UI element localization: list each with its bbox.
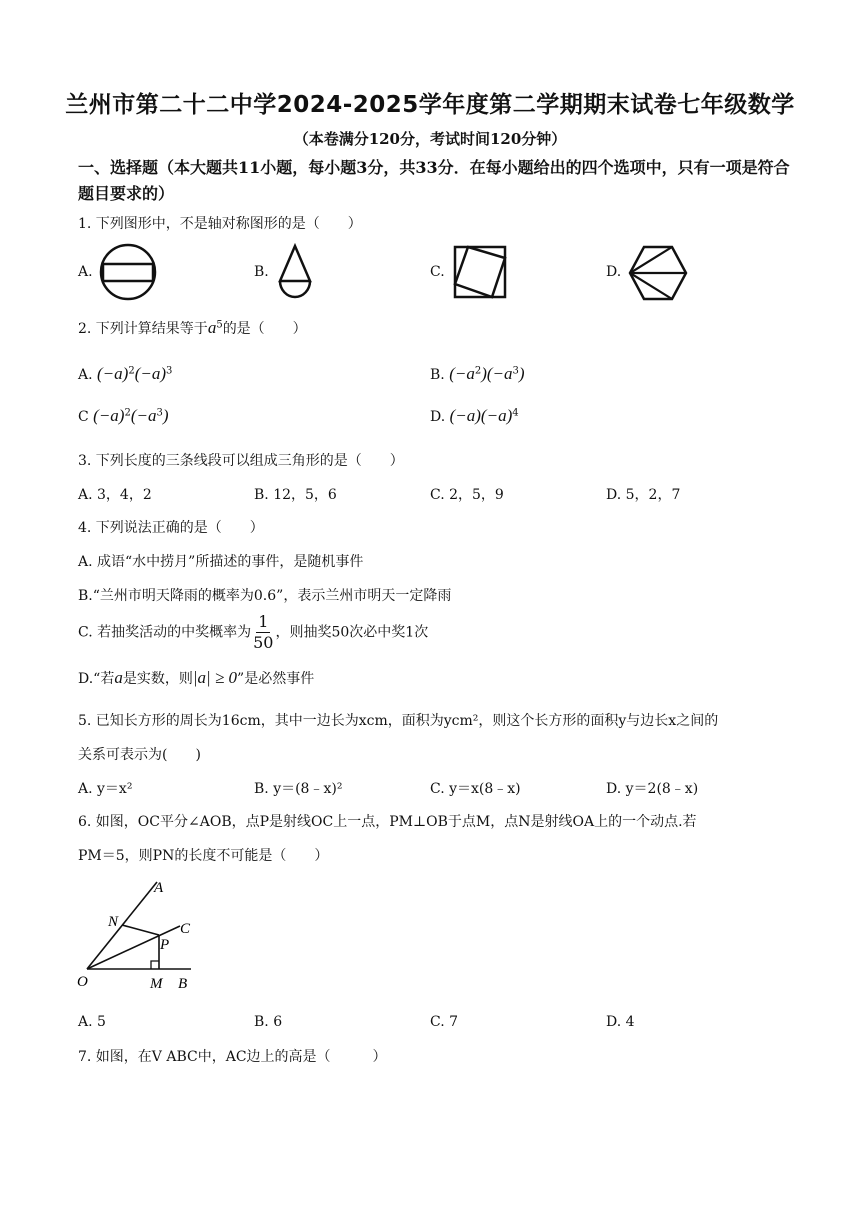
q4-option-d-expr: |a| ≥ 0 bbox=[192, 668, 238, 687]
q2-option-d-label: D. bbox=[430, 409, 446, 425]
q4-option-c-post: ，则抽奖50次必中奖1次 bbox=[275, 624, 429, 641]
q5-option-c: C. y＝x(8﹣x) bbox=[430, 781, 521, 797]
q4-option-d-var: a bbox=[114, 668, 123, 687]
q3-option-a: A. 3，4，2 bbox=[78, 487, 152, 503]
q2-option-a-exp2: 3 bbox=[165, 365, 173, 377]
q6-option-a: A. 5 bbox=[78, 1014, 106, 1030]
q4-option-b: B.“兰州市明天降雨的概率为0.6”，表示兰州市明天一定降雨 bbox=[78, 588, 452, 604]
q6-label-c: C bbox=[180, 921, 191, 937]
q2-option-d bbox=[430, 406, 519, 426]
question-2-stem bbox=[78, 318, 307, 338]
q2-option-d-exp: 4 bbox=[512, 407, 519, 419]
question-3-stem: 3. 下列长度的三条线段可以组成三角形的是（ ） bbox=[78, 453, 404, 469]
question-4-stem: 4. 下列说法正确的是（ ） bbox=[78, 520, 264, 536]
q1-figure-a-circle bbox=[96, 243, 160, 301]
q6-label-p: P bbox=[160, 937, 170, 953]
page-subtitle: （本卷满分120分，考试时间120分钟） bbox=[293, 130, 567, 148]
q4-option-c bbox=[78, 612, 428, 653]
question-6-line1: 6. 如图，OC平分∠AOB，点P是射线OC上一点，PM⊥OB于点M，点N是射线OA上的一个动点.若 bbox=[78, 814, 697, 830]
q2-stem-pre: 2. 下列计算结果等于 bbox=[78, 321, 208, 337]
q6-label-n: N bbox=[108, 914, 119, 930]
question-1-stem: 1. 下列图形中，不是轴对称图形的是（ ） bbox=[78, 216, 362, 232]
q6-option-c: C. 7 bbox=[430, 1014, 459, 1030]
page-title: 兰州市第二十二中学2024-2025学年度第二学期期末试卷七年级数学 bbox=[65, 92, 795, 118]
q2-option-b-label: B. bbox=[430, 367, 445, 383]
q5-option-b: B. y＝(8﹣x)² bbox=[254, 781, 343, 797]
q2-option-d-base: (−a)(−a) bbox=[449, 406, 513, 425]
q6-label-m: M bbox=[150, 976, 163, 992]
question-5-line1: 5. 已知长方形的周长为16cm，其中一边长为xcm，面积为ycm²，则这个长方形的面积y与边长x之间的 bbox=[78, 713, 719, 729]
q2-option-b-exp2: 3 bbox=[512, 365, 519, 377]
q2-option-c-exp1: 2 bbox=[124, 407, 131, 419]
q2-option-a-exp1: 2 bbox=[128, 365, 135, 377]
q4-option-d-mid: 是实数，则 bbox=[122, 671, 193, 687]
q1-option-b-label: B. bbox=[254, 264, 269, 280]
q2-option-b-tail: ) bbox=[518, 364, 525, 383]
q2-option-c-base1: (−a) bbox=[93, 406, 125, 425]
q2-option-c-exp2: 3 bbox=[156, 407, 163, 419]
q4-fraction bbox=[253, 612, 273, 653]
q6-label-b: B bbox=[178, 976, 188, 992]
q6-label-o: O bbox=[77, 974, 88, 990]
section-heading: 一、选择题（本大题共11小题，每小题3分，共33分．在每小题给出的四个选项中，只有一项是符合题目要求的） bbox=[78, 158, 790, 203]
question-5-line2: 关系可表示为( ) bbox=[78, 747, 201, 763]
q3-option-b: B. 12，5，6 bbox=[254, 487, 337, 503]
q2-option-c-base2: (−a bbox=[130, 406, 157, 425]
q2-option-b bbox=[430, 364, 525, 384]
q2-option-c-tail: ) bbox=[162, 406, 169, 425]
q2-stem-var: a bbox=[207, 318, 217, 337]
question-7-stem: 7. 如图，在V ABC中，AC边上的高是（ ） bbox=[78, 1049, 387, 1065]
q1-option-a-label: A. bbox=[78, 264, 93, 280]
q2-option-a-base2: (−a) bbox=[134, 364, 166, 383]
q2-option-a-label: A. bbox=[78, 367, 93, 383]
q4-fraction-denominator: 50 bbox=[253, 633, 274, 652]
q2-option-c-label: C bbox=[78, 409, 89, 425]
q1-figure-d-hexagon bbox=[626, 243, 690, 303]
q4-option-d-post: ”是必然事件 bbox=[237, 671, 315, 687]
q2-option-a-base1: (−a) bbox=[97, 364, 129, 383]
q2-stem-exp: 5 bbox=[216, 319, 223, 331]
q5-option-a: A. y＝x² bbox=[78, 781, 133, 797]
q2-option-b-exp1: 2 bbox=[474, 365, 482, 377]
q1-figure-c-square bbox=[452, 244, 508, 300]
q2-option-a bbox=[78, 364, 172, 384]
q2-stem-post: 的是（ ） bbox=[222, 321, 307, 337]
q1-option-c-label: C. bbox=[430, 264, 445, 280]
q3-option-c: C. 2，5，9 bbox=[430, 487, 504, 503]
q2-option-c bbox=[78, 406, 169, 426]
q4-fraction-numerator: 1 bbox=[258, 612, 269, 631]
q2-option-b-base1: (−a bbox=[449, 364, 475, 383]
q6-option-d: D. 4 bbox=[606, 1014, 635, 1030]
q4-option-d bbox=[78, 668, 314, 688]
q6-option-b: B. 6 bbox=[254, 1014, 283, 1030]
question-6-line2: PM＝5，则PN的长度不可能是（ ） bbox=[78, 848, 329, 864]
q6-label-a: A bbox=[154, 880, 164, 896]
q6-geometry-figure bbox=[74, 876, 204, 994]
q1-option-d-label: D. bbox=[606, 264, 622, 280]
q4-option-a: A. 成语“水中捞月”所描述的事件，是随机事件 bbox=[78, 554, 364, 570]
q2-option-b-base2: )(−a bbox=[481, 364, 513, 383]
q4-option-c-pre: C. 若抽奖活动的中奖概率为 bbox=[78, 624, 252, 641]
q1-figure-b-cone bbox=[270, 243, 320, 303]
q5-option-d: D. y＝2(8﹣x) bbox=[606, 781, 699, 797]
q3-option-d: D. 5，2，7 bbox=[606, 487, 681, 503]
q4-option-d-pre: D.“若 bbox=[78, 671, 115, 687]
